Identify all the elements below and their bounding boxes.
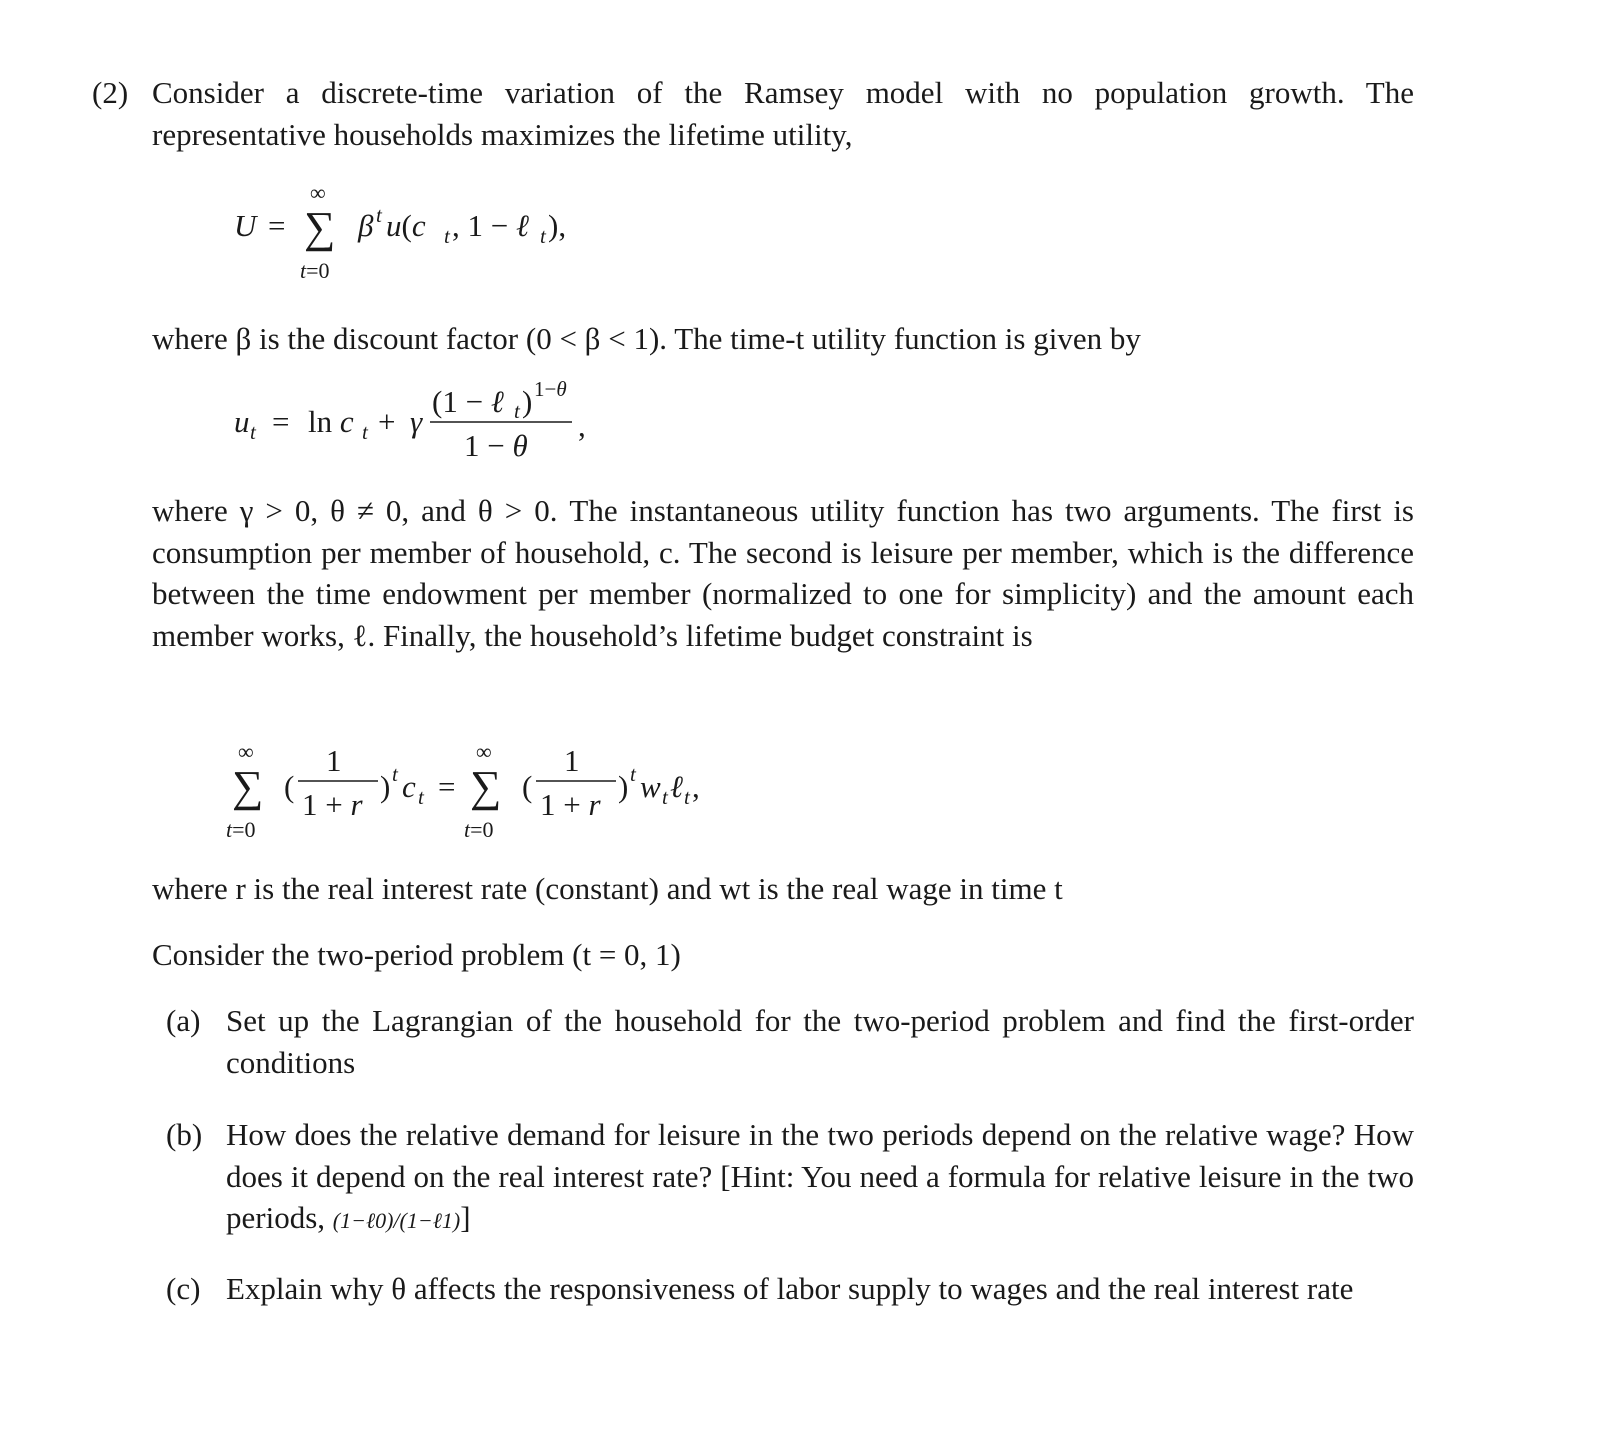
- svg-text:1 − θ: 1 − θ: [464, 428, 528, 463]
- svg-text:=: =: [438, 769, 456, 804]
- part-b-text: How does the relative demand for leisure in the two periods depend on the relative wage? How does it depend on the real interest rate? [Hint: You need a formula for relative leisure in the two periods, (1−ℓ0)/(1−ℓ1)]: [226, 1117, 1414, 1235]
- two-period-paragraph: Consider the two-period problem (t = 0, 1): [152, 937, 681, 972]
- svg-text:t: t: [376, 203, 382, 227]
- svg-text:t: t: [514, 399, 520, 423]
- part-c-text: Explain why θ affects the responsiveness of labor supply to wages and the real interest rate: [226, 1271, 1354, 1306]
- svg-text:1 + r: 1 + r: [540, 787, 601, 822]
- part-b-label: (b): [166, 1117, 203, 1152]
- svg-text:, 1 − ℓ: , 1 − ℓ: [452, 208, 529, 243]
- svg-text:ln c: ln c: [308, 404, 354, 439]
- svg-text:=: =: [268, 208, 286, 243]
- svg-text:∑: ∑: [232, 762, 264, 811]
- svg-text:ℓ: ℓ: [670, 769, 683, 804]
- part-a-label: (a): [166, 1003, 201, 1038]
- svg-text:t: t: [250, 420, 256, 444]
- svg-text:1: 1: [564, 743, 580, 778]
- question-number: (2): [92, 75, 129, 110]
- part-b-body: How does the relative demand for leisure in the two periods depend on the relative wage? How does it depend on the real interest rate? [Hint: You need a formula for relative leisure in the two periods,: [226, 1117, 1414, 1235]
- svg-text:t: t: [392, 762, 398, 786]
- svg-text:U: U: [234, 208, 257, 243]
- svg-text:1: 1: [326, 743, 342, 778]
- svg-text:(: (: [284, 769, 295, 804]
- svg-text:t: t: [444, 224, 450, 248]
- svg-text:,: ,: [692, 769, 700, 804]
- svg-text:∞: ∞: [476, 739, 492, 764]
- svg-text:): ): [618, 769, 629, 804]
- svg-text:): ): [380, 769, 391, 804]
- svg-text:∑: ∑: [470, 762, 502, 811]
- svg-text:c: c: [402, 769, 416, 804]
- svg-text:): ): [522, 384, 533, 419]
- svg-text:+: +: [378, 404, 396, 439]
- svg-text:γ: γ: [410, 404, 423, 439]
- lifetime-utility-equation: [220, 180, 600, 290]
- svg-text:,: ,: [578, 408, 586, 443]
- svg-text:t: t: [662, 785, 668, 809]
- discount-factor-paragraph: where β is the discount factor (0 < β < 1). The time-t utility function is given by: [152, 321, 1141, 356]
- svg-text:∑: ∑: [304, 203, 336, 252]
- instant-utility-paragraph: where γ > 0, θ ≠ 0, and θ > 0. The instantaneous utility function has two arguments. The first is consumption per member of household, c. The second is leisure per member, which is the difference between the time endowment per member (normalized to one for simplicity) and the amount each member works, ℓ. Finally, the household’s lifetime budget constraint is: [152, 493, 1414, 653]
- svg-text:=: =: [272, 404, 290, 439]
- svg-text:u(c: u(c: [386, 208, 426, 243]
- svg-text:t: t: [540, 224, 546, 248]
- svg-text:u: u: [234, 404, 250, 439]
- part-a-text: Set up the Lagrangian of the household for the two-period problem and find the first-order conditions: [226, 1003, 1414, 1080]
- svg-text:1 + r: 1 + r: [302, 787, 363, 822]
- svg-text:t=0: t=0: [464, 817, 494, 842]
- svg-text:β: β: [358, 208, 374, 243]
- svg-text:1−θ: 1−θ: [534, 380, 567, 401]
- intro-paragraph: Consider a discrete-time variation of the Ramsey model with no population growth. The representative households maximizes the lifetime utility,: [152, 75, 1414, 152]
- svg-text:w: w: [640, 769, 661, 804]
- svg-text:(: (: [522, 769, 533, 804]
- svg-text:t: t: [630, 762, 636, 786]
- svg-text:∞: ∞: [310, 180, 326, 205]
- svg-text:∞: ∞: [238, 739, 254, 764]
- svg-text:t: t: [418, 785, 424, 809]
- svg-text:t: t: [362, 420, 368, 444]
- budget-constraint-equation: [226, 735, 746, 845]
- svg-text:t=0: t=0: [300, 258, 330, 283]
- svg-text:t=0: t=0: [226, 817, 256, 842]
- svg-text:(1 − ℓ: (1 − ℓ: [432, 384, 504, 419]
- svg-text:t: t: [684, 785, 690, 809]
- instant-utility-equation: [220, 380, 620, 480]
- svg-text:),: ),: [548, 208, 567, 243]
- hint-fraction: (1−ℓ0)/(1−ℓ1): [332, 1208, 461, 1233]
- interest-rate-paragraph: where r is the real interest rate (constant) and wt is the real wage in time t: [152, 871, 1063, 906]
- part-c-label: (c): [166, 1271, 201, 1306]
